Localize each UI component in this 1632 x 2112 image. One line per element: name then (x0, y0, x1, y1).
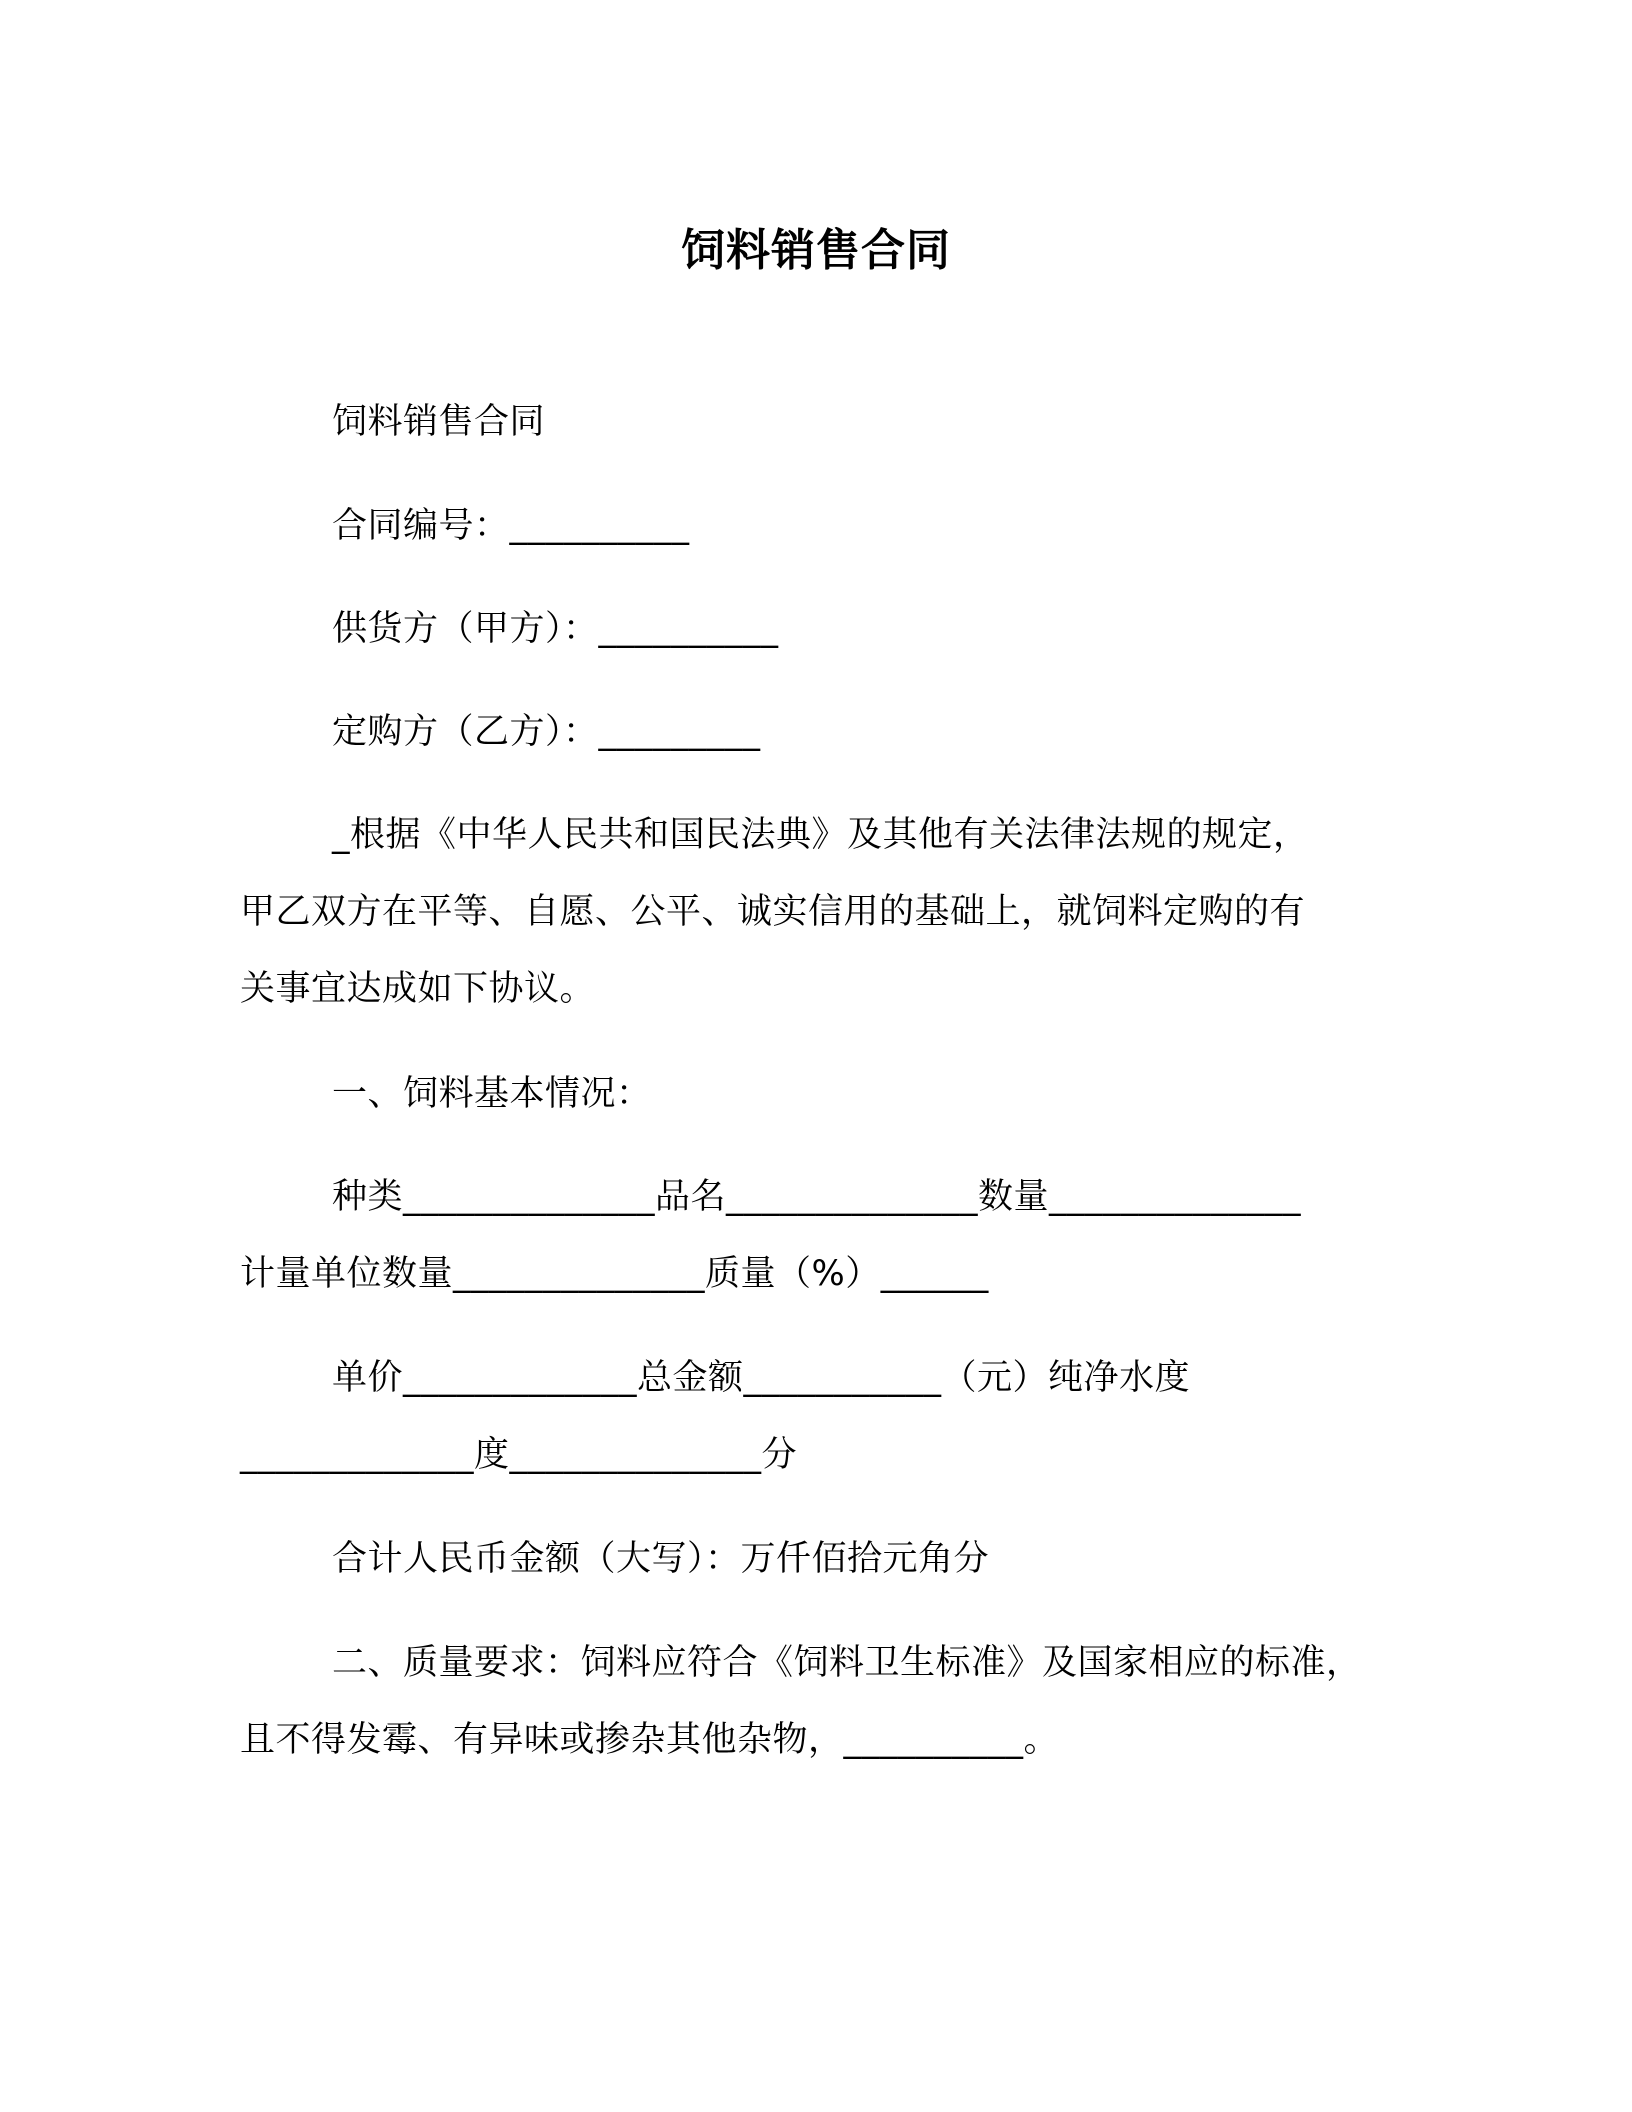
contract-heading: 饲料销售合同 (332, 402, 546, 442)
feed-info-line: 种类______________品名______________数量______________ (332, 1177, 1302, 1217)
contract-number-field: 合同编号：__________ (332, 506, 690, 546)
section-1-title: 一、饲料基本情况： (332, 1074, 652, 1114)
preamble-line: 关事宜达成如下协议。 (240, 969, 596, 1009)
preamble-line: _根据《中华人民共和国民法典》及其他有关法律法规的规定， (332, 815, 1309, 855)
feed-info-line: 单价_____________总金额___________（元）纯净水度 (332, 1358, 1191, 1398)
total-amount-line: 合计人民币金额（大写）：万仟佰拾元角分 (332, 1539, 990, 1579)
party-b-field: 定购方（乙方）：_________ (332, 712, 761, 752)
section-2-line: 且不得发霉、有异味或掺杂其他杂物，__________。 (240, 1720, 1060, 1760)
document-title: 饲料销售合同 (681, 225, 951, 276)
preamble-line: 甲乙双方在平等、自愿、公平、诚实信用的基础上，就饲料定购的有 (240, 892, 1306, 932)
section-2-line: 二、质量要求：饲料应符合《饲料卫生标准》及国家相应的标准， (332, 1643, 1362, 1683)
feed-info-line: 计量单位数量______________质量（%）______ (240, 1254, 989, 1294)
feed-info-line: _____________度______________分 (240, 1435, 798, 1475)
party-a-field: 供货方（甲方）：__________ (332, 609, 779, 649)
